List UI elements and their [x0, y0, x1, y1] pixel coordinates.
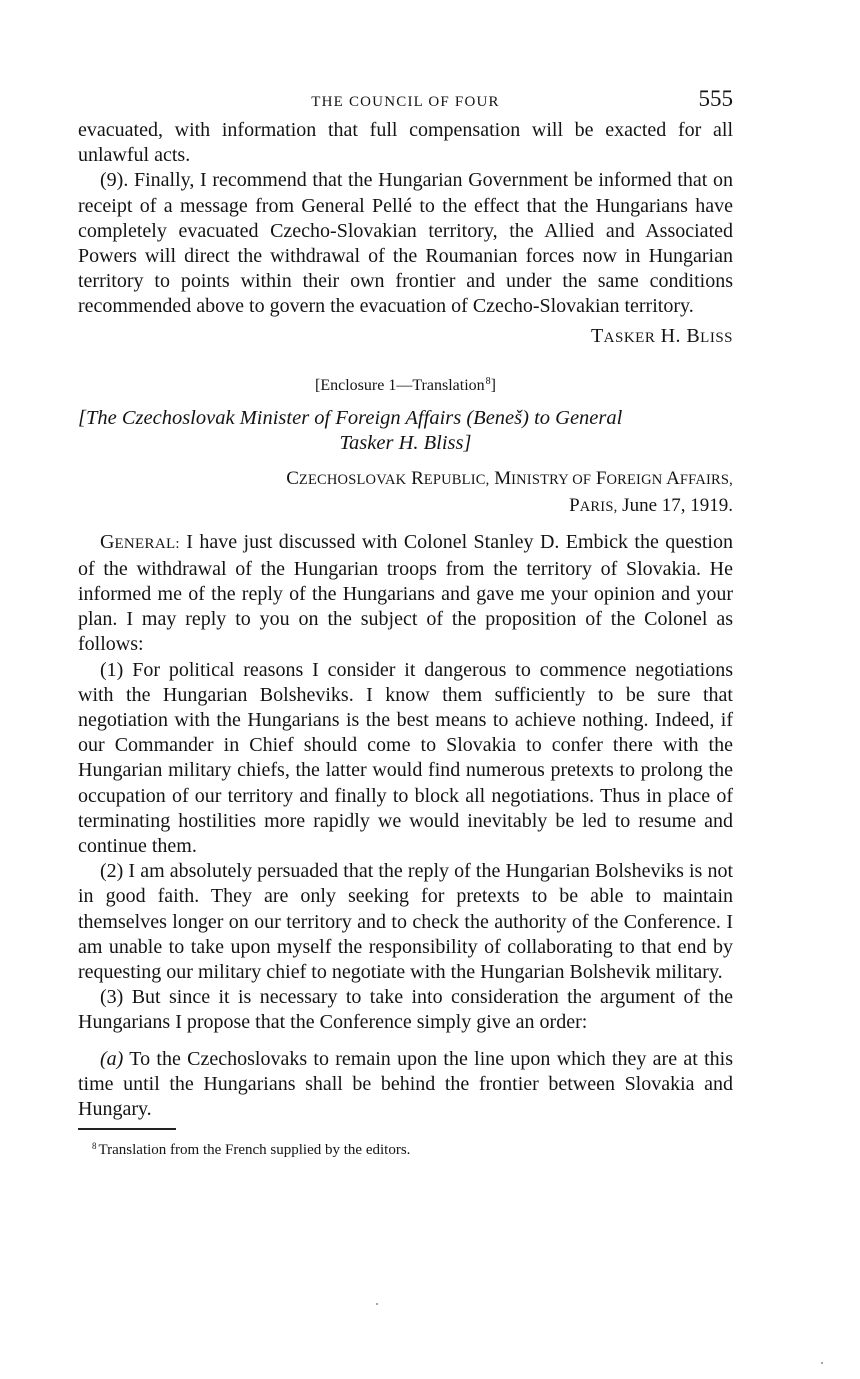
footnote-mark: 8 — [92, 1141, 97, 1152]
running-head — [78, 88, 733, 118]
paper-speck — [821, 1362, 823, 1364]
paper-speck — [376, 1303, 378, 1305]
enclosure-footnote-ref: 8 — [485, 375, 491, 387]
point-3-paragraph: (3) But since it is necessary to take into consideration the argument of the Hungarians I propose that the Conference simply give an order: — [78, 986, 733, 1034]
page-number: 555 — [698, 86, 733, 111]
enclosure-heading: [Enclosure 1—Translation$^8$] — [315, 375, 496, 394]
point-1-paragraph: (1) For political reasons I consider it dangerous to commence negotiations with the Hungarian Bolsheviks. I know them sufficiently to be sure that negotiation with the Hungarians is the best means to achieve nothing. Indeed, if our Commander in Chief should come to Slovakia to confer there with the Hungarian military chiefs, the latter would find numerous pretexts to prolong the occupation of our territory and finally to block all negotiations. Thus in place of terminating hostilities more rapidly we would inevitably be led to resume and continue them. — [78, 658, 733, 858]
opening-paragraph: GENERAL: I have just discussed with Colonel Stanley D. Embick the question of the withdrawal of the Hungarian troops from the territory of Slovakia. He informed me of the reply of the Hungarians and gave me your opinion and your plan. I may reply to you on the subject of the proposition of the Colonel as follows: — [78, 530, 733, 656]
document-page — [78, 88, 733, 1160]
enclosure-label: [Enclosure 1—Translation — [315, 376, 485, 394]
point-2-paragraph: (2) I am absolutely persuaded that the reply of the Hungarian Bolsheviks is not in good faith. They are only seeking for pretexts to be able to maintain themselves longer on our territory and to check the authority of the Conference. I am unable to take upon myself the responsibility of collaborating to that end by requesting our military chief to negotiate with the Hungarian Bolshevik military. — [78, 860, 733, 984]
dateline — [78, 466, 733, 520]
document-title — [78, 406, 733, 456]
footnote-rule — [78, 1128, 176, 1130]
footnote-text: Translation from the French supplied by the editors. — [98, 1142, 411, 1159]
signature: TASKER H. BLISS — [590, 324, 733, 347]
dateline-place-date: PARIS, June 17, 1919. — [569, 494, 733, 516]
continuation-paragraph: evacuated, with information that full compensation will be exacted for all unlawful acts. — [78, 119, 733, 167]
footnote — [78, 1136, 733, 1160]
letter-date: June 17, 1919. — [622, 494, 733, 516]
item-9-paragraph: (9). Finally, I recommend that the Hungarian Government be informed that on receipt of a message from General Pellé to the effect that the Hungarians have completely evacuated Czecho-Slovakian territory, the Allied and Associated Powers will direct the withdrawal of the Roumanian forces now in Hungarian territory to points within their own frontier and under the same conditions recommended above to govern the evacuation of Czecho-Slovakian territory. — [78, 169, 733, 318]
salutation: G — [100, 530, 115, 553]
subpoint-a-paragraph: (a) To the Czechoslovaks to remain upon the line upon which they are at this time until the Hungarians shall be behind the frontier between Slovakia and Hungary. — [78, 1047, 734, 1121]
document-title-line2: Tasker H. Bliss] — [339, 431, 472, 454]
document-title-line1: [The Czechoslovak Minister of Foreign Affairs (Beneš) to General — [78, 406, 623, 429]
running-title: THE COUNCIL OF FOUR — [311, 94, 500, 110]
letter-body — [78, 530, 733, 1123]
dateline-sender: CZECHOSLOVAK REPUBLIC, MINISTRY OF FOREIGN AFFAIRS, — [286, 467, 733, 489]
